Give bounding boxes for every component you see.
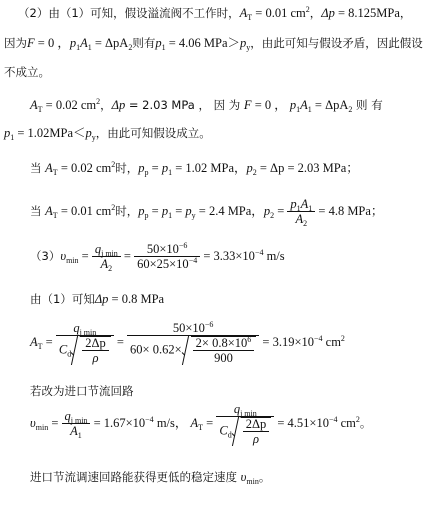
sqrt-symbolic: $\frac{2\Delta p}{\rho}$ (71, 336, 111, 365)
line-2: 因为F = 0 ，$p_1A_1 = \Delta pA_2$则有$p_1 = 4.06$ $MPa>p_y$，由此可知与假设矛盾，因此假设 (4, 36, 423, 52)
fraction-p1a1-over-a2: $\frac{p_1A_1}{A_2}$ (287, 198, 315, 226)
line-4: $A_T = 0.02$ $cm^2$，Δp = 2.03 MPa ， 因 为 F = 0 ， $p_1A_1 = \Delta pA_2$ 则 有 (30, 97, 383, 114)
fraction-area-numeric: $50\times 10^{-6}$ 60× 0.62× $\frac{2\times 0.8\times 10^6}{900}$ (127, 322, 259, 365)
line-7: 当 $A_T = 0.01$ $cm^2$时，$p_p = p_1 = p_y = 2.4$ MPa，$p_2$ = $\frac{p_1A_1}{A_2}$ = 4.8 MPa； (30, 197, 384, 229)
line-10: $A_T$ = $q_{j min}$ $C_d$ $\frac{2\Delta p}{\rho}$ = $50\times 10^{-6}$ 60× 0.62× $\frac{2\times 0.8\times 10^6}{900}$ = $3.19\times 10^{-4}$ $cm^2$ (30, 319, 345, 365)
sqrt-numeric: $\frac{2\times 0.8\times 10^6}{900}$ (182, 336, 257, 365)
fraction-area-symbolic: $q_{j min}$ $C_d$ $\frac{2\Delta p}{\rho}$ (56, 322, 114, 365)
line-1: （2）由（1）可知，假设溢流阀不工作时，$A_T = 0.01$ $cm^2$，Δp = 8.125MPa， (18, 5, 412, 22)
line-11: 若改为进口节流回路 (30, 384, 134, 398)
line-13: 进口节流调速回路能获得更低的稳定速度 $\upsilon_{min}$。 (30, 470, 271, 486)
line-8: $(3)\upsilon_{min}$ = $\frac{q_{j min}}{A_2}$ = $\frac{50\times 10^{-6}}{60\times 25\times 10^{-4}}$ = $3.33\times 10^{-4}$ m/s (30, 241, 285, 274)
fraction-area-inlet: $q_{j min}$ $C_d$ $\frac{2\Delta p}{\rho}$ (216, 403, 274, 446)
line-3: 不成立。 (4, 65, 50, 79)
line-6: 当 $A_T = 0.02$ $cm^2$时，$p_p = p_1 = 1.02$ MPa，$p_2 = \Delta p = 2.03$ MPa； (30, 160, 359, 177)
fraction-qjmin-over-a1: $\frac{q_{j min}}{A_1}$ (62, 410, 91, 438)
line-9: 由（1）可知Δp = 0.8 MPa (30, 292, 165, 306)
sqrt-inlet: $\frac{2\Delta p}{\rho}$ (232, 417, 272, 446)
fraction-qjmin-over-a2: $\frac{q_{j min}}{A_2}$ (92, 243, 121, 271)
line-12: $\upsilon_{min}$ = $\frac{q_{j min}}{A_1}$ = $1.67\times 10^{-4}$ m/s， $A_T$ = $q_{j min}$ $C_d$ $\frac{2\Delta p}{\rho}$ = $4.51\times 10^{-4}$ $cm^2$。 (30, 401, 372, 446)
fraction-numeric: $\frac{50\times 10^{-6}}{60\times 25\times 10^{-4}}$ (134, 243, 200, 271)
line-5: $p_1 = 1.02MPa<p_y$，由此可知假设成立。 (4, 126, 211, 142)
